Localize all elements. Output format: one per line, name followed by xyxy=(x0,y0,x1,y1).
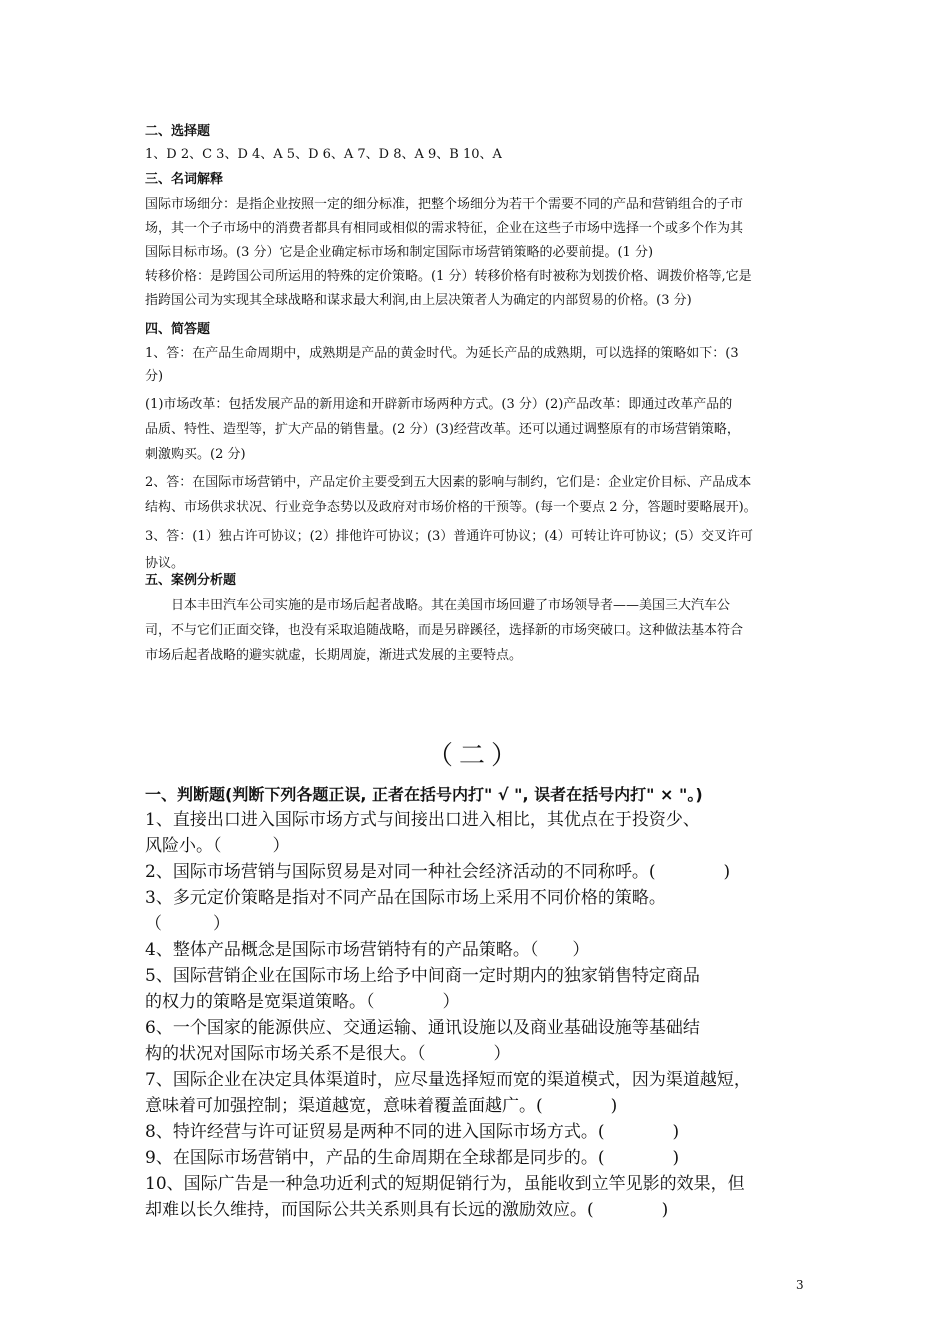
text-line: 3、答：(1）独占许可协议；(2）排他许可协议；(3）普通许可协议；(4）可转让许可协议；(5）交叉许可 xyxy=(145,529,753,544)
text-line: 国际市场细分：是指企业按照一定的细分标准，把整个场细分为若干个需要不同的产品和营销组合的子市 xyxy=(145,197,744,212)
text-line: 国际目标市场。(3 分）它是企业确定标市场和制定国际市场营销策略的必要前提。(1 分) xyxy=(145,245,654,260)
section-title: 一、判断题(判断下列各题正误, 正者在括号内打" √ ", 误者在括号内打" × "。) xyxy=(145,785,703,804)
text-line: 转移价格：是跨国公司所运用的特殊的定价策略。(1 分）转移价格有时被称为划拨价格、调拨价格等,它是 xyxy=(145,269,752,284)
section-multiple-choice xyxy=(145,122,815,165)
text-line: 分) xyxy=(145,369,164,384)
text-line: 司，不与它们正面交锋，也没有采取追随战略，而是另辟蹊径，选择新的市场突破口。这种做法基本符合 xyxy=(145,623,744,638)
question-line: 6、一个国家的能源供应、交通运输、通讯设施以及商业基础设施等基础结 xyxy=(145,1018,700,1038)
text-line: 品质、特性、造型等，扩大产品的销售量。(2 分）(3)经营改革。还可以通过调整原有的市场营销策略， xyxy=(145,422,740,437)
page-number: 3 xyxy=(796,1278,804,1292)
section-term-definitions xyxy=(145,170,815,313)
question-line: 7、国际企业在决定具体渠道时，应尽量选择短而宽的渠道模式，因为渠道越短， xyxy=(145,1070,751,1090)
text-line: 1、答：在产品生命周期中，成熟期是产品的黄金时代。为延长产品的成熟期，可以选择的策略如下：(3 xyxy=(145,346,739,361)
text-line: 2、答：在国际市场营销中，产品定价主要受到五大因素的影响与制约，它们是：企业定价目标、产品成本 xyxy=(145,475,752,490)
question-line: 的权力的策略是宽渠道策略。（ ） xyxy=(145,992,460,1012)
text-line: 刺激购买。(2 分) xyxy=(145,447,246,462)
text-line: 日本丰田汽车公司实施的是市场后起者战略。其在美国市场回避了市场领导者——美国三大汽车公 xyxy=(171,598,731,613)
text-line: 协议。 xyxy=(145,556,185,571)
section-title: 二、选择题 xyxy=(145,124,211,139)
question-line: 9、在国际市场营销中，产品的生命周期在全球都是同步的。( ) xyxy=(145,1148,680,1168)
text-line: (1)市场改革：包括发展产品的新用途和开辟新市场两种方式。(3 分）(2)产品改革：即通过改革产品的 xyxy=(145,397,733,412)
question-line: 却难以长久维持，而国际公共关系则具有长远的激励效应。( ) xyxy=(145,1200,669,1220)
question-line: 意味着可加强控制；渠道越宽，意味着覆盖面越广。( ) xyxy=(145,1096,618,1116)
section-true-false xyxy=(145,785,815,1223)
question-line: 2、国际市场营销与国际贸易是对同一种社会经济活动的不同称呼。( ) xyxy=(145,862,731,882)
answer-line: 1、D 2、C 3、D 4、A 5、D 6、A 7、D 8、A 9、B 10、A xyxy=(145,147,502,162)
question-line: （ ） xyxy=(145,914,230,934)
question-line: 4、整体产品概念是国际市场营销特有的产品策略。（ ） xyxy=(145,940,590,960)
section-case-analysis xyxy=(145,571,815,668)
text-line: 市场后起者战略的避实就虚，长期周旋，渐进式发展的主要特点。 xyxy=(145,648,523,663)
question-line: 风险小。（ ） xyxy=(145,836,290,856)
question-line: 10、国际广告是一种急功近利式的短期促销行为，虽能收到立竿见影的效果，但 xyxy=(145,1174,745,1194)
question-line: 构的状况对国际市场关系不是很大。（ ） xyxy=(145,1044,511,1064)
section-title: 五、案例分析题 xyxy=(145,573,237,588)
section-title: 四、简答题 xyxy=(145,322,211,337)
text-line: 结构、市场供求状况、行业竞争态势以及政府对市场价格的干预等。(每一个要点 2 分，答题时要略展开)。 xyxy=(145,500,757,515)
section-short-answer xyxy=(145,320,815,577)
text-line: 指跨国公司为实现其全球战略和谋求最大利润,由上层决策者人为确定的内部贸易的价格。(3 分) xyxy=(145,293,692,308)
text-line: 场，其一个子市场中的消费者都具有相同或相似的需求特征，企业在这些子市场中选择一个或多个作为其 xyxy=(145,221,744,236)
question-line: 8、特许经营与许可证贸易是两种不同的进入国际市场方式。( ) xyxy=(145,1122,680,1142)
part-title: （二） xyxy=(426,741,523,771)
section-title: 三、名词解释 xyxy=(145,172,224,187)
question-line: 1、直接出口进入国际市场方式与间接出口进入相比，其优点在于投资少、 xyxy=(145,810,700,830)
question-line: 5、国际营销企业在国际市场上给予中间商一定时期内的独家销售特定商品 xyxy=(145,966,700,986)
question-line: 3、多元定价策略是指对不同产品在国际市场上采用不同价格的策略。 xyxy=(145,888,666,908)
